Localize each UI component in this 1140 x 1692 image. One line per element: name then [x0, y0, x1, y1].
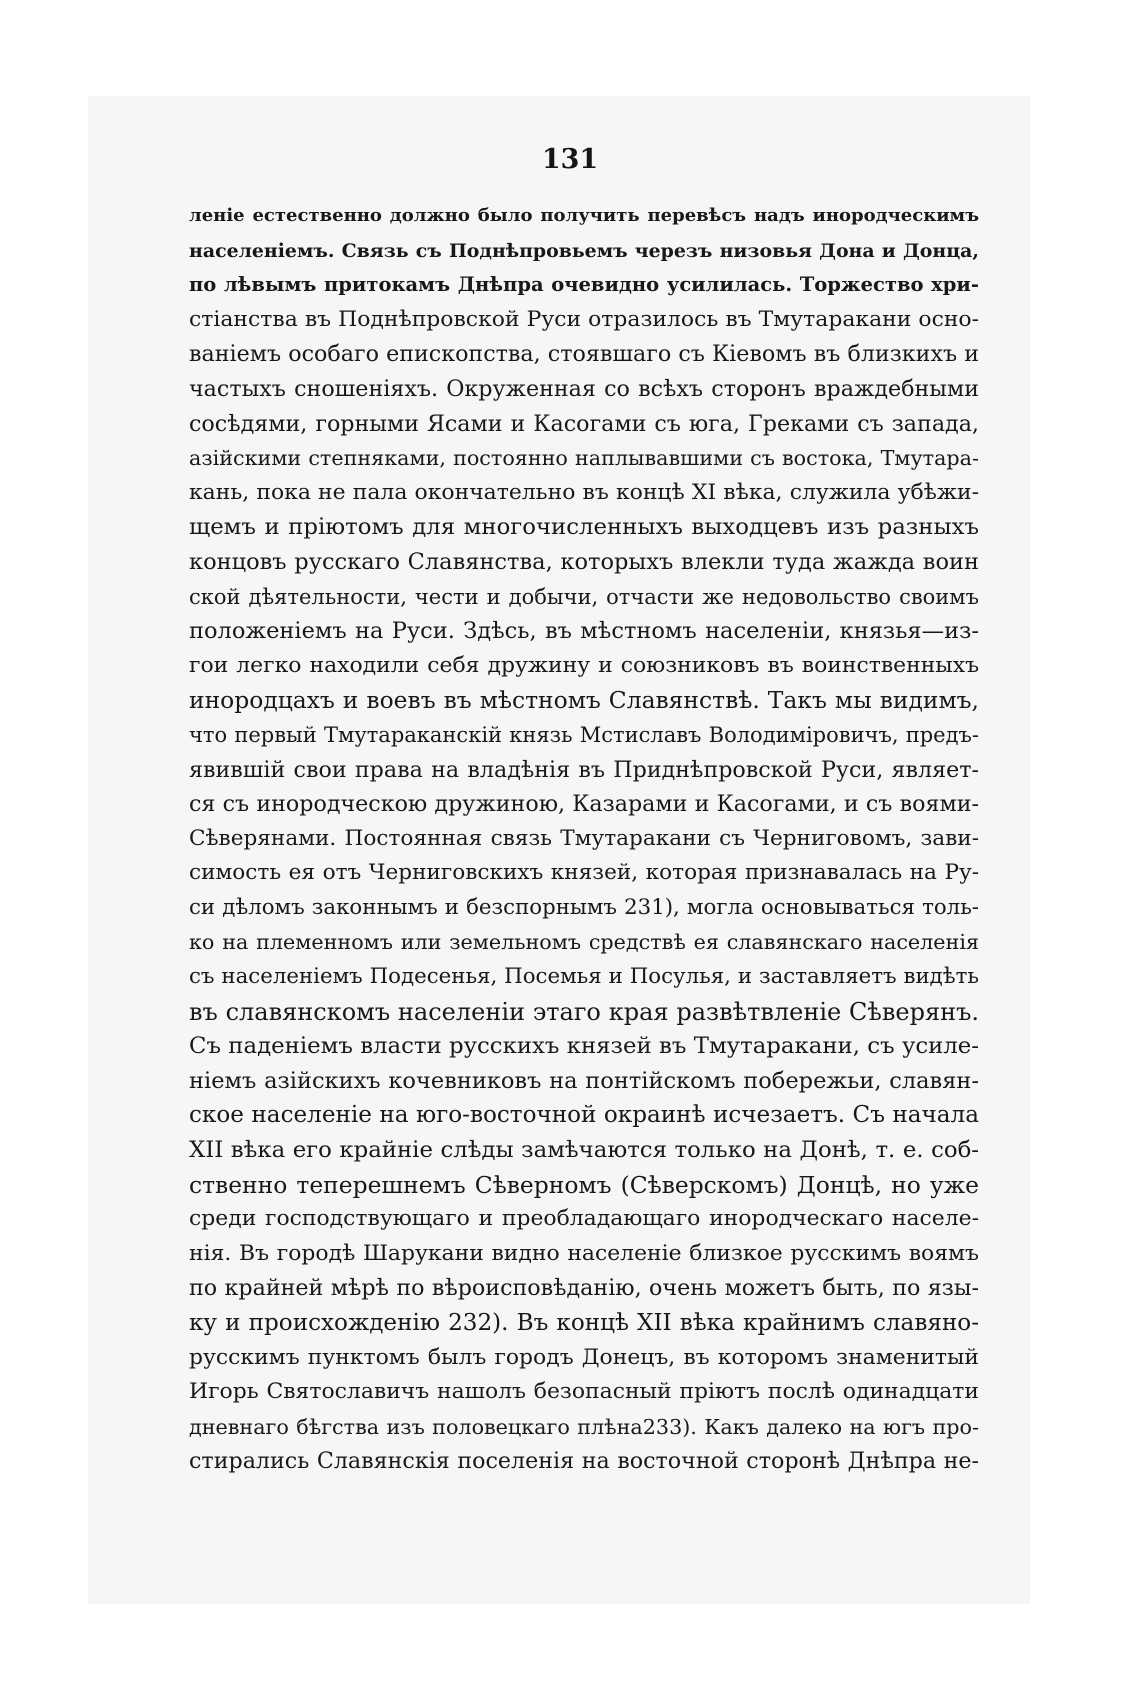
body-text	[189, 199, 979, 1479]
page-number: 131	[541, 144, 599, 175]
text-line-25: Съ паденіемъ власти русскихъ князей въ Тмутаракани, съ усиле-	[189, 1033, 979, 1060]
text-line-32: по крайней мѣрѣ по вѣроисповѣданію, очень можетъ быть, по язы-	[189, 1275, 979, 1302]
text-line-21: си дѣломъ законнымъ и безспорнымъ 231), могла основываться толь-	[189, 894, 979, 920]
text-line-27: ское населеніе на юго-восточной окраинѣ исчезаетъ. Съ начала	[189, 1102, 979, 1129]
text-line-18: ся съ инородческою дружиною, Казарами и Касогами, и съ воями-	[189, 791, 979, 818]
text-line-6: частыхъ сношеніяхъ. Окруженная со всѣхъ сторонъ враждебными	[189, 375, 979, 402]
text-line-10: щемъ и пріютомъ для многочисленныхъ выходцевъ изъ разныхъ	[189, 514, 979, 541]
text-line-23: съ населеніемъ Подесенья, Посемья и Посулья, и заставляетъ видѣть	[189, 964, 979, 990]
text-line-35: Игорь Святославичъ нашолъ безопасный пріютъ послѣ одинадцати	[189, 1379, 979, 1405]
text-line-29: ственно теперешнемъ Сѣверномъ (Сѣверскомъ) Донцѣ, но уже	[189, 1170, 979, 1199]
text-line-33: ку и происхожденію 232). Въ концѣ XII вѣка крайнимъ славяно-	[189, 1310, 979, 1336]
text-line-7: сосѣдями, горными Ясами и Касогами съ юга, Греками съ запада,	[189, 410, 979, 437]
text-line-12: ской дѣятельности, чести и добычи, отчасти же недовольство своимъ	[189, 584, 979, 609]
text-line-20: симость ея отъ Черниговскихъ князей, которая признавалась на Ру-	[189, 860, 979, 886]
text-line-3: по лѣвымъ притокамъ Днѣпра очевидно усилилась. Торжество хри-	[189, 273, 979, 297]
text-line-11: концовъ русскаго Славянства, которыхъ влекли туда жажда воин	[189, 548, 979, 575]
text-line-36: дневнаго бѣгства изъ половецкаго плѣна233). Какъ далеко на югъ про-	[189, 1414, 979, 1439]
text-line-16: что первый Тмутараканскій князь Мстиславъ Володиміровичъ, предъ-	[189, 722, 979, 747]
text-line-26: ніемъ азійскихъ кочевниковъ на понтійскомъ побережьи, славян-	[189, 1067, 979, 1094]
text-line-28: XII вѣка его крайніе слѣды замѣчаются только на Донѣ, т. е. соб-	[189, 1137, 979, 1164]
text-line-17: явившій свои права на владѣнія въ Приднѣпровской Руси, являет-	[189, 756, 979, 783]
text-line-8: азійскими степняками, постоянно наплывавшими съ востока, Тмутара-	[189, 446, 979, 471]
text-line-37: стирались Славянскія поселенія на восточной сторонѣ Днѣпра не-	[189, 1448, 979, 1475]
text-line-31: нія. Въ городѣ Шарукани видно населеніе близкое русскимъ воямъ	[189, 1240, 979, 1266]
text-line-22: ко на племенномъ или земельномъ средствѣ ея славянскаго населенія	[189, 930, 979, 955]
text-line-13: положеніемъ на Руси. Здѣсь, въ мѣстномъ населеніи, князья—из-	[189, 618, 979, 645]
text-line-24: въ славянскомъ населеніи этаго края развѣтвленіе Сѣверянъ.	[189, 997, 979, 1026]
text-line-14: гои легко находили себя дружину и союзниковъ въ воинственныхъ	[189, 652, 979, 678]
text-line-4: стіанства въ Поднѣпровской Руси отразилось въ Тмутаракани осно-	[189, 306, 979, 332]
text-line-30: среди господствующаго и преобладающаго инородческаго населе-	[189, 1206, 979, 1232]
text-line-9: кань, пока не пала окончательно въ концѣ XI вѣка, служила убѣжи-	[189, 479, 979, 505]
text-line-19: Сѣверянами. Постоянная связь Тмутаракани съ Черниговомъ, зави-	[189, 825, 979, 851]
text-line-34: русскимъ пунктомъ былъ городъ Донецъ, въ которомъ знаменитый	[189, 1344, 979, 1370]
text-line-5: ваніемъ особаго епископства, стоявшаго съ Кіевомъ въ близкихъ и	[189, 341, 979, 368]
text-line-1: леніе естественно должно было получить перевѣсъ надъ инородческимъ	[189, 205, 979, 226]
text-line-15: инородцахъ и воевъ въ мѣстномъ Славянствѣ. Такъ мы видимъ,	[189, 686, 979, 715]
text-line-2: населеніемъ. Связь съ Поднѣпровьемъ черезъ низовья Дона и Донца,	[189, 239, 979, 262]
